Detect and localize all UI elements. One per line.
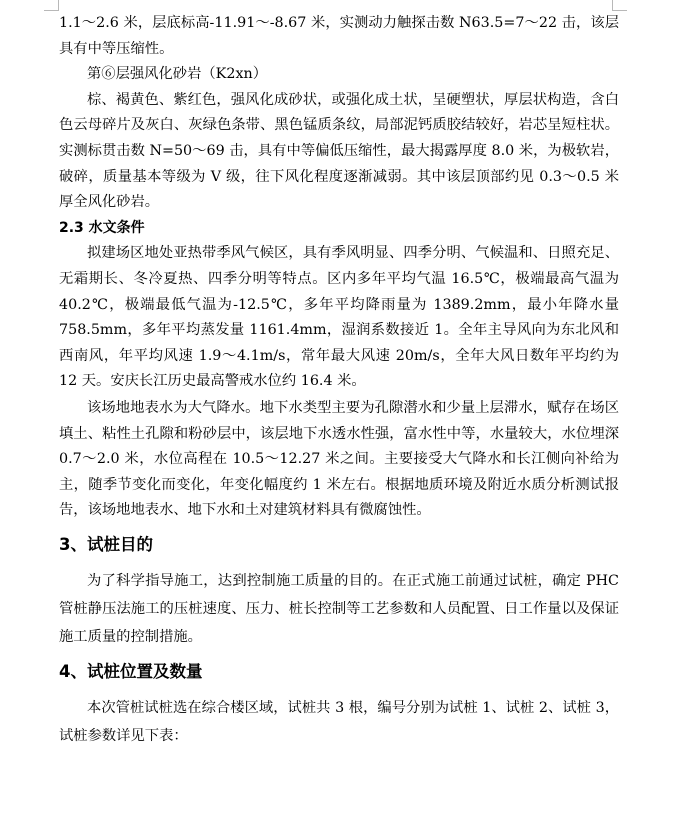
paragraph-climate: 拟建场区地处亚热带季风气候区，具有季风明显、四季分明、气候温和、日照充足、无霜期长、冬冷夏热、四季分明等特点。区内多年平均气温 16.5℃，极端最高气温为 40.2℃，极端最低气温为-12.5℃，多年平均降雨量为 1389.2mm，最小年降水量 758.5mm，多年平均蒸发量 1161.4mm，湿润系数接近 1。全年主导风向为东北风和西南风，年平均风速 1.9～4.1m/s，常年最大风速 20m/s，全年大风日数年平均约为 12 天。安庆长江历史最高警戒水位约 16.4 米。 bbox=[59, 245, 619, 390]
page-corner-mark-right bbox=[612, 0, 627, 11]
section-heading-hydrology: 2.3 水文条件 bbox=[59, 219, 145, 236]
page-corner-mark-left bbox=[44, 0, 59, 11]
paragraph-groundwater: 该场地地表水为大气降水。地下水类型主要为孔隙潜水和少量上层滞水，赋存在场区填土、粘性土孔隙和粉砂层中，该层地下水透水性强，富水性中等，水量较大，水位埋深 0.7～2.0 米，水位高程在 10.5～12.27 米之间。主要接受大气降水和长江侧向补给为主，随季节变化而变化，年变化幅度约 1 米左右。根据地质环境及附近水质分析测试报告，该场地地表水、地下水和土对建筑材料具有微腐蚀性。 bbox=[59, 399, 619, 519]
document-body bbox=[59, 11, 619, 750]
paragraph-layer5-continued: 1.1～2.6 米，层底标高-11.91～-8.67 米，实测动力触探击数 N63.5=7～22 击，该层具有中等压缩性。 bbox=[59, 15, 619, 57]
section-heading-purpose: 3、试桩目的 bbox=[59, 534, 153, 554]
layer6-heading: 第⑥层强风化砂岩（K2xn） bbox=[87, 66, 268, 83]
paragraph-purpose: 为了科学指导施工，达到控制施工质量的目的。在正式施工前通过试桩，确定 PHC 管桩静压法施工的压桩速度、压力、桩长控制等工艺参数和人员配置、日工作量以及保证施工质量的控制措施。 bbox=[59, 572, 619, 645]
section-heading-location: 4、试桩位置及数量 bbox=[59, 661, 203, 681]
paragraph-layer6-description: 棕、褐黄色、紫红色，强风化成砂状，或强化成土状，呈硬塑状，厚层状构造，含白色云母碎片及灰白、灰绿色条带、黑色锰质条纹，局部泥钙质胶结较好，岩芯呈短柱状。实测标贯击数 N=50～69 击，具有中等偏低压缩性，最大揭露厚度 8.0 米，为极软岩，破碎，质量基本等级为 V 级，往下风化程度逐渐减弱。其中该层顶部约见 0.3～0.5 米厚全风化砂岩。 bbox=[59, 91, 619, 211]
paragraph-location: 本次管桩试桩选在综合楼区域，试桩共 3 根，编号分别为试桩 1、试桩 2、试桩 3，试桩参数详见下表： bbox=[59, 699, 619, 744]
